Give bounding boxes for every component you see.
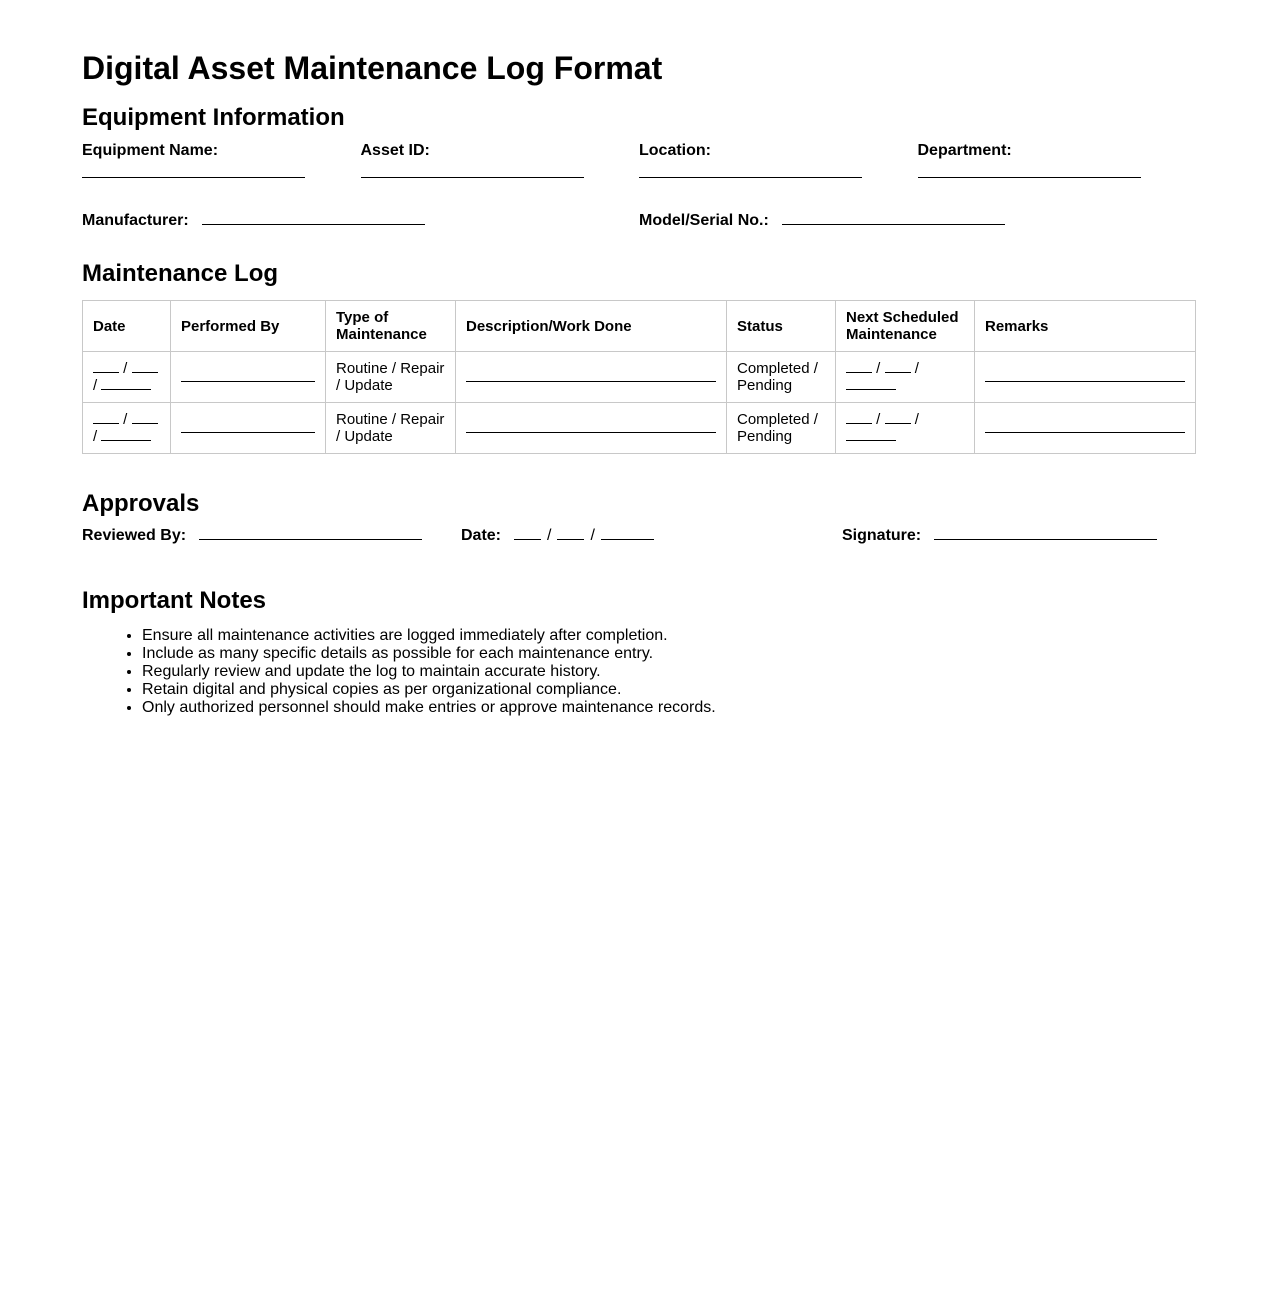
column-header-remarks: Remarks [975, 301, 1196, 352]
day-blank[interactable] [93, 372, 119, 373]
month-blank[interactable] [885, 372, 911, 373]
date-separator: / [93, 428, 98, 445]
next-scheduled-cell[interactable] [836, 403, 975, 454]
approvals-row [82, 527, 1196, 545]
maintenance-log-heading: Maintenance Log [82, 260, 279, 287]
remarks-blank[interactable] [985, 381, 1185, 382]
column-header-date: Date [83, 301, 171, 352]
asset-id-field [361, 142, 640, 178]
manufacturer-label: Manufacturer: [82, 212, 189, 229]
type-cell: Routine / Repair / Update [326, 352, 456, 403]
type-cell: Routine / Repair / Update [326, 403, 456, 454]
year-blank[interactable] [846, 389, 896, 390]
list-item: • Include as many specific details as possible for each maintenance entry. [142, 645, 1196, 663]
department-field [918, 142, 1197, 178]
column-header-performed-by: Performed By [171, 301, 326, 352]
approval-date-label: Date: [461, 527, 502, 544]
year-blank[interactable] [101, 440, 151, 441]
signature-blank[interactable] [934, 539, 1157, 540]
day-blank[interactable] [93, 423, 119, 424]
model-serial-field [639, 212, 1196, 230]
day-blank[interactable] [846, 423, 872, 424]
table-row [83, 403, 1196, 454]
status-cell: Completed / Pending [727, 403, 836, 454]
month-blank[interactable] [885, 423, 911, 424]
location-blank[interactable] [639, 177, 862, 178]
date-separator: / [123, 360, 128, 377]
equipment-name-field [82, 142, 361, 178]
list-item: • Regularly review and update the log to maintain accurate history. [142, 663, 1196, 681]
signature-label: Signature: [842, 527, 922, 544]
date-separator: / [876, 360, 881, 377]
date-separator: / [93, 377, 98, 394]
manufacturer-blank[interactable] [202, 224, 425, 225]
date-separator: / [914, 360, 919, 377]
description-cell[interactable] [456, 352, 727, 403]
description-blank[interactable] [466, 432, 716, 433]
day-blank[interactable] [846, 372, 872, 373]
remarks-blank[interactable] [985, 432, 1185, 433]
approvals-heading: Approvals [82, 490, 200, 517]
department-blank[interactable] [918, 177, 1141, 178]
notes-list [82, 627, 1196, 717]
month-blank[interactable] [132, 372, 158, 373]
description-cell[interactable] [456, 403, 727, 454]
location-field [639, 142, 918, 178]
equipment-row-two [82, 212, 1196, 230]
day-blank[interactable] [514, 539, 541, 540]
list-item: • Only authorized personnel should make entries or approve maintenance records. [142, 699, 1196, 717]
list-item: • Retain digital and physical copies as per organizational compliance. [142, 681, 1196, 699]
important-notes-heading: Important Notes [82, 587, 267, 614]
asset-id-blank[interactable] [361, 177, 584, 178]
list-item: • Ensure all maintenance activities are logged immediately after completion. [142, 627, 1196, 645]
date-separator: / [590, 527, 595, 544]
model-serial-label: Model/Serial No.: [639, 212, 769, 229]
status-cell: Completed / Pending [727, 352, 836, 403]
next-scheduled-cell[interactable] [836, 352, 975, 403]
date-cell[interactable] [83, 403, 171, 454]
date-separator: / [547, 527, 552, 544]
page-title: Digital Asset Maintenance Log Format [82, 50, 663, 86]
approval-date-field [461, 527, 842, 545]
remarks-cell[interactable] [975, 403, 1196, 454]
year-blank[interactable] [101, 389, 151, 390]
date-cell[interactable] [83, 352, 171, 403]
table-header-row [83, 301, 1196, 352]
performed-by-cell[interactable] [171, 352, 326, 403]
reviewed-by-blank[interactable] [199, 539, 422, 540]
month-blank[interactable] [557, 539, 584, 540]
year-blank[interactable] [601, 539, 654, 540]
column-header-next-scheduled: Next Scheduled Maintenance [836, 301, 975, 352]
column-header-description: Description/Work Done [456, 301, 727, 352]
description-blank[interactable] [466, 381, 716, 382]
department-label: Department: [917, 142, 1012, 159]
asset-id-label: Asset ID: [360, 142, 430, 159]
maintenance-log-table [82, 300, 1196, 454]
year-blank[interactable] [846, 440, 896, 441]
month-blank[interactable] [132, 423, 158, 424]
reviewed-by-label: Reviewed By: [82, 527, 187, 544]
location-label: Location: [639, 142, 711, 159]
signature-field [842, 527, 1157, 545]
performed-by-blank[interactable] [181, 381, 315, 382]
manufacturer-field [82, 212, 639, 230]
column-header-status: Status [727, 301, 836, 352]
equipment-name-label: Equipment Name: [82, 142, 219, 159]
date-separator: / [876, 411, 881, 428]
performed-by-blank[interactable] [181, 432, 315, 433]
table-row [83, 352, 1196, 403]
date-separator: / [914, 411, 919, 428]
equipment-fields [82, 142, 1196, 178]
column-header-type: Type of Maintenance [326, 301, 456, 352]
date-separator: / [123, 411, 128, 428]
reviewed-by-field [82, 527, 461, 545]
remarks-cell[interactable] [975, 352, 1196, 403]
equipment-name-blank[interactable] [82, 177, 305, 178]
performed-by-cell[interactable] [171, 403, 326, 454]
model-serial-blank[interactable] [782, 224, 1005, 225]
equipment-heading: Equipment Information [82, 104, 345, 131]
